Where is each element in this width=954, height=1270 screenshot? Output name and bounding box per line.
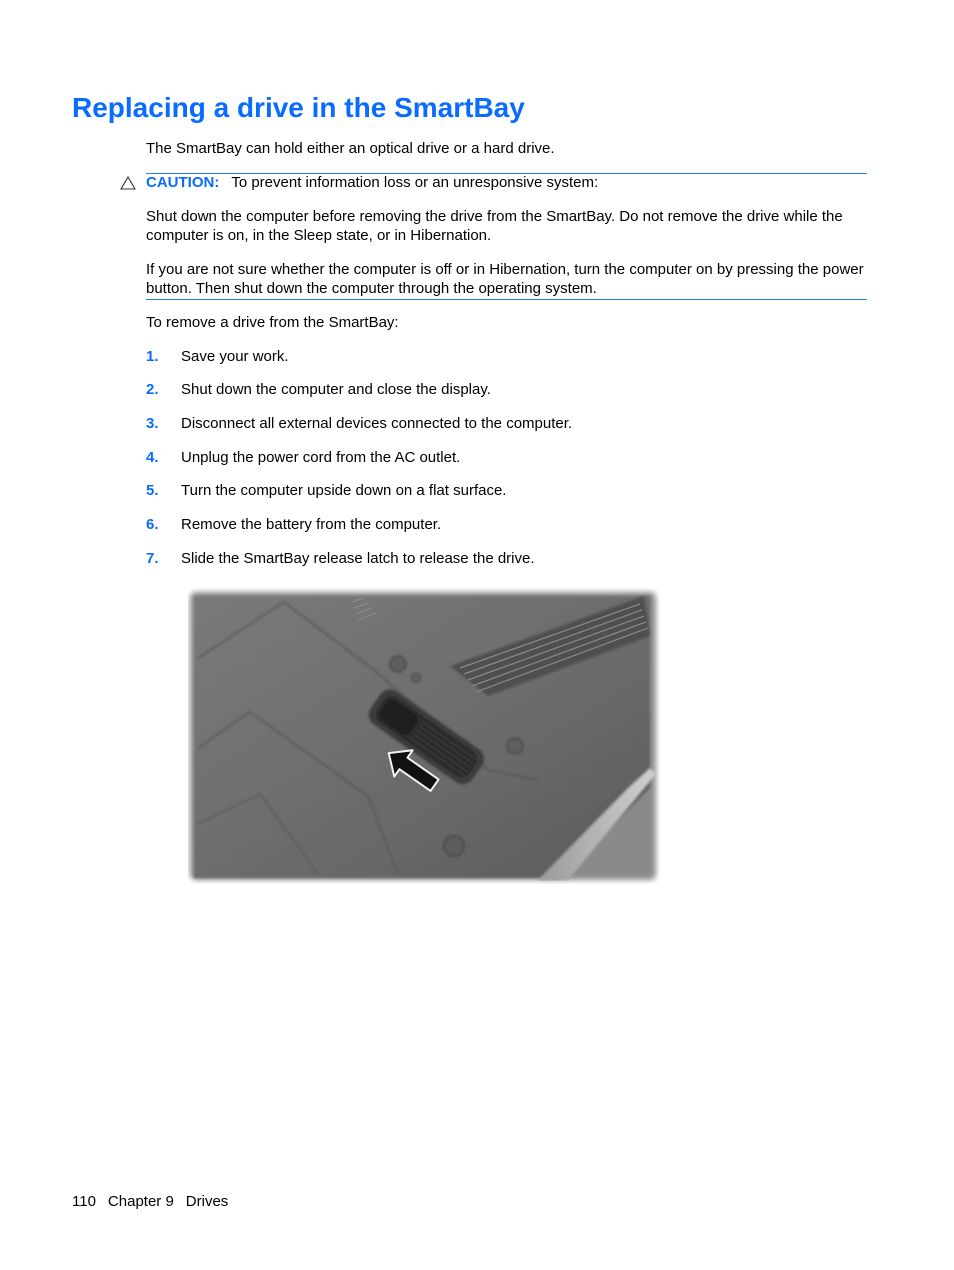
step-number: 5.	[146, 482, 159, 499]
step-number: 3.	[146, 415, 159, 432]
page-title: Replacing a drive in the SmartBay	[72, 92, 525, 123]
procedure-intro: To remove a drive from the SmartBay:	[146, 314, 399, 331]
step-text: Save your work.	[181, 348, 289, 365]
step-number: 1.	[146, 348, 159, 365]
footer-section: Drives	[185, 1193, 229, 1210]
smartbay-latch-illustration	[188, 588, 660, 884]
caution-text: To prevent information loss or an unresponsive system:	[231, 174, 599, 191]
step-text: Shut down the computer and close the display.	[181, 381, 491, 398]
caution-paragraph-2: If you are not sure whether the computer is off or in Hibernation, turn the computer on by pressing the power button. Then shut down the computer through the operating system.	[146, 261, 864, 297]
caution-paragraph-1: Shut down the computer before removing the drive from the SmartBay. Do not remove the drive while the computer is on, in the Sleep state, or in Hibernation.	[146, 208, 843, 244]
step-text: Slide the SmartBay release latch to release the drive.	[181, 550, 535, 567]
page-footer	[72, 1193, 228, 1210]
step-text: Remove the battery from the computer.	[181, 516, 442, 533]
intro-text: The SmartBay can hold either an optical drive or a hard drive.	[146, 140, 555, 157]
step-text: Unplug the power cord from the AC outlet.	[181, 449, 461, 466]
warning-triangle-icon	[120, 176, 136, 190]
step-text: Disconnect all external devices connected to the computer.	[181, 415, 573, 432]
footer-chapter: Chapter 9	[107, 1193, 174, 1210]
caution-line	[146, 173, 598, 192]
step-text: Turn the computer upside down on a flat surface.	[181, 482, 507, 499]
step-number: 7.	[146, 550, 159, 567]
step-number: 6.	[146, 516, 159, 533]
caution-label: CAUTION:	[146, 174, 220, 191]
step-number: 4.	[146, 449, 159, 466]
caution-bottom-rule	[146, 299, 867, 300]
page-number: 110	[72, 1193, 96, 1210]
step-number: 2.	[146, 381, 159, 398]
